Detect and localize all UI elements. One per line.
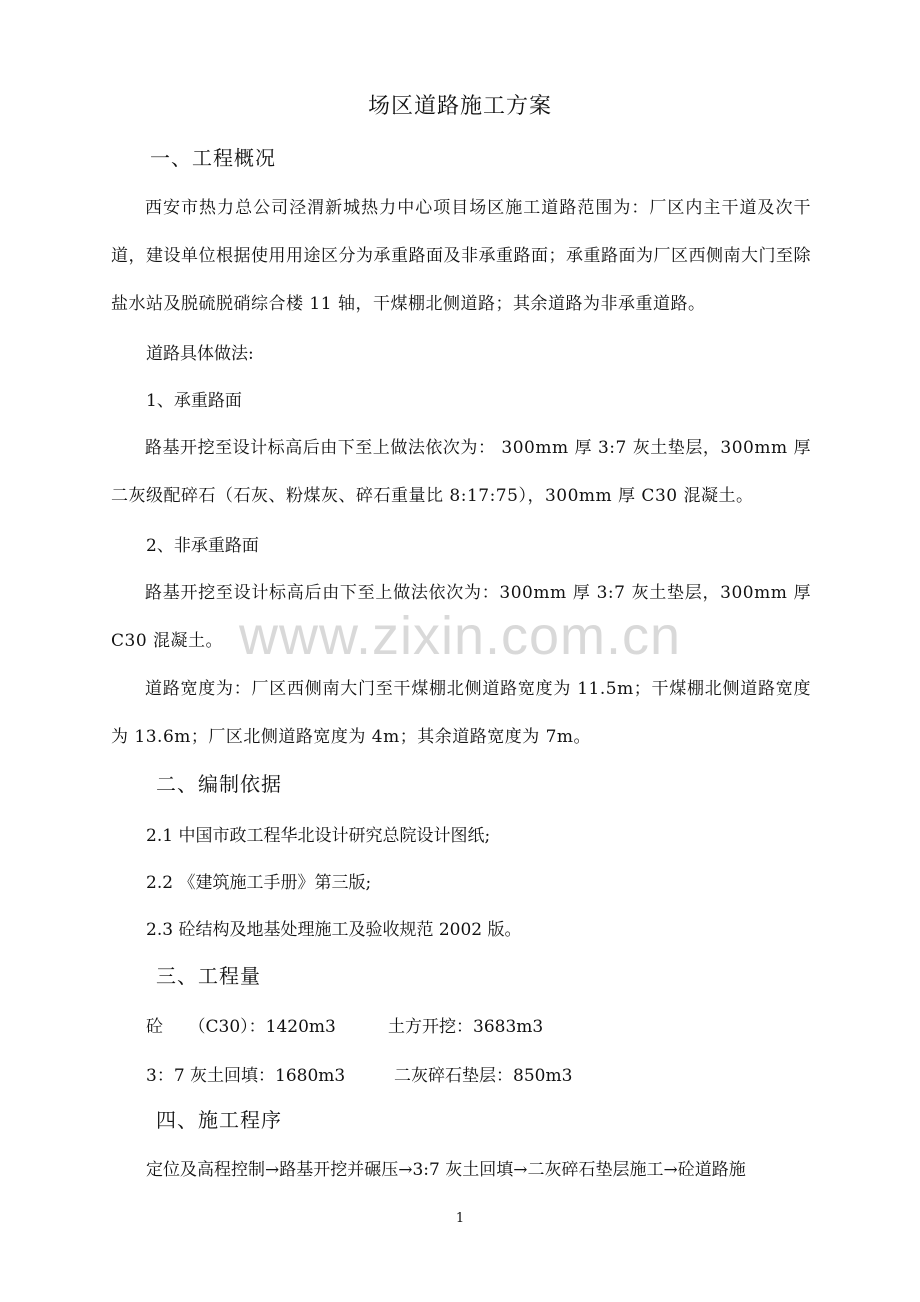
basis-item-2: 2.2 《建筑施工手册》第三版;: [146, 873, 372, 893]
quantity-gravel-layer: 二灰碎石垫层：850m3: [394, 1066, 573, 1086]
page-number: 1: [455, 1211, 465, 1226]
quantity-excavation: 土方开挖：3683m3: [388, 1017, 544, 1037]
section-heading-basis: 二、编制依据: [156, 772, 282, 796]
section-heading-procedure: 四、施工程序: [156, 1108, 282, 1132]
basis-item-1: 2.1 中国市政工程华北设计研究总院设计图纸;: [146, 826, 491, 846]
load-bearing-paragraph: 路基开挖至设计标高后由下至上做法依次为： 300mm 厚 3:7 灰土垫层，300mm 厚二灰级配碎石（石灰、粉煤灰、碎石重量比 8:17:75），300mm 厚 C30 混凝土。: [111, 438, 811, 506]
basis-item-3: 2.3 砼结构及地基处理施工及验收规范 2002 版。: [146, 920, 522, 940]
watermark: www.zixin.com.cn: [238, 606, 682, 666]
procedure-text: 定位及高程控制→路基开挖并碾压→3:7 灰土回填→二灰碎石垫层施工→砼道路施: [146, 1160, 746, 1180]
overview-paragraph: 西安市热力总公司泾渭新城热力中心项目场区施工道路范围为：厂区内主干道及次干道，建设单位根据使用用途区分为承重路面及非承重路面；承重路面为厂区西侧南大门至除盐水站及脱硫脱硝综合楼 11 轴，干煤棚北侧道路；其余道路为非承重道路。: [111, 198, 811, 314]
road-width-paragraph: 道路宽度为：厂区西侧南大门至干煤棚北侧道路宽度为 11.5m；干煤棚北侧道路宽度为 13.6m；厂区北侧道路宽度为 4m；其余道路宽度为 7m。: [111, 679, 811, 747]
section-heading-overview: 一、工程概况: [150, 146, 276, 170]
method-label: 道路具体做法:: [146, 344, 254, 364]
quantity-lime-soil: 3：7 灰土回填：1680m3: [146, 1066, 346, 1086]
subheading-load-bearing: 1、承重路面: [146, 391, 242, 411]
section-heading-quantities: 三、工程量: [156, 964, 261, 988]
quantity-concrete: 砼 （C30）：1420m3: [146, 1017, 336, 1037]
subheading-non-load-bearing: 2、非承重路面: [146, 536, 259, 556]
document-title: 场区道路施工方案: [367, 94, 552, 119]
non-load-bearing-paragraph: 路基开挖至设计标高后由下至上做法依次为：300mm 厚 3:7 灰土垫层，300mm 厚 C30 混凝土。: [111, 583, 811, 651]
